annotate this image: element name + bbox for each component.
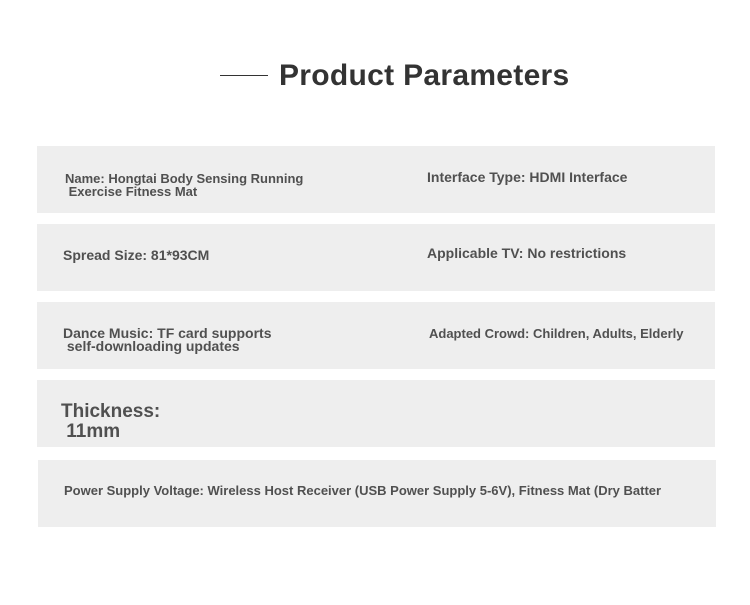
page-title: Product Parameters bbox=[279, 59, 570, 92]
param-row-3 bbox=[37, 302, 715, 369]
param-adapted-crowd: Adapted Crowd: Children, Adults, Elderly bbox=[429, 326, 684, 341]
param-spread-size: Spread Size: 81*93CM bbox=[63, 247, 210, 263]
param-row-2 bbox=[37, 224, 715, 291]
param-row-4 bbox=[37, 380, 715, 447]
param-row-5 bbox=[38, 460, 716, 527]
header-line bbox=[220, 75, 268, 76]
param-name: Name: Hongtai Body Sensing Running Exercise Fitness Mat bbox=[65, 171, 304, 199]
param-power-supply: Power Supply Voltage: Wireless Host Receiver (USB Power Supply 5-6V), Fitness Mat (Dry Batter bbox=[64, 483, 662, 498]
param-thickness: Thickness: 11mm bbox=[61, 401, 161, 442]
param-applicable-tv: Applicable TV: No restrictions bbox=[427, 245, 627, 261]
param-interface-type: Interface Type: HDMI Interface bbox=[427, 169, 628, 185]
param-dance-music: Dance Music: TF card supports self-downloading updates bbox=[63, 325, 272, 354]
param-row-1 bbox=[37, 146, 715, 213]
